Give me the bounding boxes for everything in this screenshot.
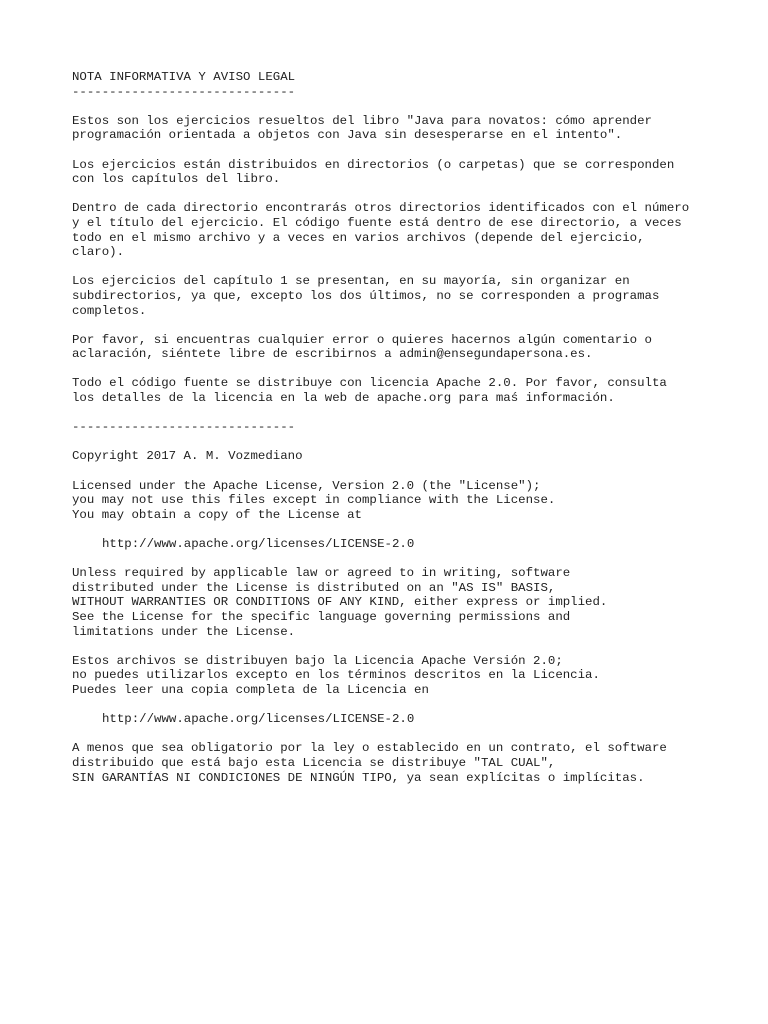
paragraph-line: Puedes leer una copia completa de la Licencia en	[72, 682, 429, 697]
paragraph-line: Unless required by applicable law or agreed to in writing, software	[72, 566, 571, 581]
paragraph-line: See the License for the specific language governing permissions and	[72, 609, 571, 624]
paragraph-line: you may not use this files except in compliance with the License.	[72, 493, 556, 508]
paragraph-line: claro).	[72, 245, 125, 260]
paragraph-line: Por favor, si encuentras cualquier error o quieres hacernos algún comentario o	[72, 332, 652, 347]
paragraph-line: A menos que sea obligatorio por la ley o establecido en un contrato, el software	[72, 741, 667, 756]
license-url-block-2	[72, 712, 752, 727]
document-body	[72, 70, 752, 800]
paragraph-line: limitations under the License.	[72, 624, 296, 639]
disclaimer-spanish-paragraph	[72, 741, 752, 785]
section-rule: ------------------------------	[72, 420, 296, 435]
copyright-line: Copyright 2017 A. M. Vozmediano	[72, 449, 303, 464]
paragraph-line: todo en el mismo archivo y a veces en varios archivos (depende del ejercicio,	[72, 230, 645, 245]
paragraph-line: Los ejercicios están distribuidos en directorios (o carpetas) que se corresponden	[72, 157, 675, 172]
paragraph-line: Dentro de cada directorio encontrarás otros directorios identificados con el número	[72, 201, 690, 216]
paragraph-line: los detalles de la licencia en la web de apache.org para maś información.	[72, 391, 615, 406]
license-note-paragraph	[72, 376, 752, 405]
notice-header	[72, 70, 752, 99]
license-url: http://www.apache.org/licenses/LICENSE-2.0	[102, 712, 415, 727]
paragraph-line: aclaración, siéntete libre de escribirnos a admin@ensegundapersona.es.	[72, 347, 593, 362]
paragraph-line: completos.	[72, 303, 147, 318]
heading-rule: ------------------------------	[72, 84, 296, 99]
intro-paragraph	[72, 114, 752, 143]
paragraph-line: WITHOUT WARRANTIES OR CONDITIONS OF ANY KIND, either express or implied.	[72, 595, 608, 610]
license-url: http://www.apache.org/licenses/LICENSE-2.0	[102, 537, 415, 551]
contact-paragraph	[72, 333, 752, 362]
paragraph-line: distributed under the License is distributed on an "AS IS" BASIS,	[72, 580, 556, 595]
paragraph-line: Estos archivos se distribuyen bajo la Licencia Apache Versión 2.0;	[72, 653, 563, 668]
paragraph-line: Licensed under the Apache License, Version 2.0 (the "License");	[72, 478, 541, 493]
paragraph-line: SIN GARANTÍAS NI CONDICIONES DE NINGÚN TIPO, ya sean explícitas o implícitas.	[72, 770, 645, 785]
paragraph-line: subdirectorios, ya que, excepto los dos últimos, no se corresponden a programas	[72, 288, 660, 303]
paragraph-line: Estos son los ejercicios resueltos del libro "Java para novatos: cómo aprender	[72, 113, 652, 128]
license-spanish-paragraph	[72, 654, 752, 698]
subdirectories-paragraph	[72, 201, 752, 259]
paragraph-line: Los ejercicios del capítulo 1 se presentan, en su mayoría, sin organizar en	[72, 274, 630, 289]
license-url-block-1	[72, 537, 752, 552]
chapter1-paragraph	[72, 274, 752, 318]
paragraph-line: no puedes utilizarlos excepto en los términos descritos en la Licencia.	[72, 668, 600, 683]
paragraph-line: distribuido que está bajo esta Licencia se distribuye "TAL CUAL",	[72, 755, 556, 770]
document-heading: NOTA INFORMATIVA Y AVISO LEGAL	[72, 70, 296, 84]
directories-paragraph	[72, 158, 752, 187]
copyright-block	[72, 449, 752, 464]
license-english-paragraph	[72, 479, 752, 523]
paragraph-line: y el título del ejercicio. El código fuente está dentro de ese directorio, a veces	[72, 215, 682, 230]
paragraph-line: con los capítulos del libro.	[72, 172, 281, 187]
paragraph-line: Todo el código fuente se distribuye con licencia Apache 2.0. Por favor, consulta	[72, 376, 667, 391]
disclaimer-english-paragraph	[72, 566, 752, 639]
paragraph-line: You may obtain a copy of the License at	[72, 507, 362, 522]
paragraph-line: programación orientada a objetos con Java sin desesperarse en el intento".	[72, 128, 623, 143]
section-rule-block	[72, 420, 752, 435]
